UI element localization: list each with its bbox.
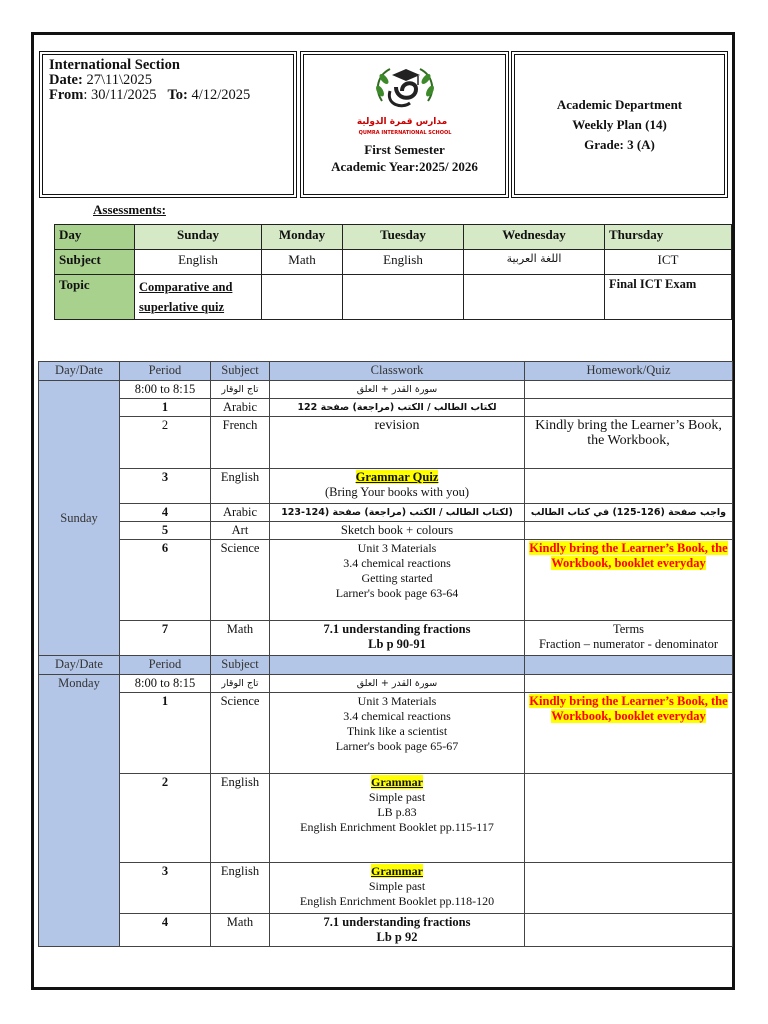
reminder-text: Kindly bring the Learner’s Book, the Workbook, booklet everyday xyxy=(529,694,728,723)
semester: First Semester xyxy=(364,142,445,157)
table-row: Subject English Math English اللغة العربية ICT xyxy=(55,250,732,275)
assessments-title: Assessments: xyxy=(93,202,166,217)
svg-text:QUMRA INTERNATIONAL SCHOOL: QUMRA INTERNATIONAL SCHOOL xyxy=(358,130,451,136)
from-to-line: From: 30/11/2025 To: 4/12/2025 xyxy=(49,87,251,103)
department: Academic Department xyxy=(556,96,683,112)
assessments-table xyxy=(54,224,732,320)
table-row: 3 English Grammar Simple past English Enrichment Booklet pp.118-120 xyxy=(39,863,733,914)
header-info-box xyxy=(39,51,297,198)
weekly-plan-page xyxy=(31,32,735,990)
header-department-box xyxy=(511,51,728,198)
table-row: 3 English Grammar Quiz (Bring Your books with you) xyxy=(39,469,733,504)
table-row: Monday 8:00 to 8:15 تاج الوقار سورة القدر + العلق xyxy=(39,675,733,693)
day-monday: Monday xyxy=(39,675,120,947)
table-row: Sunday 8:00 to 8:15 تاج الوقار سورة القدر + العلق xyxy=(39,381,733,399)
school-logo xyxy=(340,61,470,141)
table-row: 6 Science Unit 3 Materials 3.4 chemical reactions Getting started Larner's book page 63-64 Kindly bring the Learner’s Book, the Workbook, booklet everyday xyxy=(39,540,733,621)
svg-text:مدارس قمرة الدولية: مدارس قمرة الدولية xyxy=(356,117,447,127)
highlight-grammar: Grammar xyxy=(371,775,423,789)
section-title: International Section xyxy=(49,57,180,73)
table-row: 1 Arabic لكتاب الطالب / الكتب (مراجعة) صفحة 122 xyxy=(39,399,733,417)
academic-year: Academic Year:2025/ 2026 xyxy=(331,159,478,174)
day-sunday: Sunday xyxy=(39,381,120,656)
table-row: 4 Math 7.1 understanding fractions Lb p 92 xyxy=(39,914,733,947)
weekly-plan-number: Weekly Plan (14) xyxy=(572,116,667,132)
date-line: Date: 27\11\2025 xyxy=(49,72,152,88)
table-row: 2 French revision Kindly bring the Learner’s Book, the Workbook, xyxy=(39,417,733,469)
reminder-text: Kindly bring the Learner’s Book, the Workbook, booklet everyday xyxy=(529,541,728,570)
table-row: Topic Comparative and superlative quiz Final ICT Exam xyxy=(55,275,732,320)
table-row: Day Sunday Monday Tuesday Wednesday Thursday xyxy=(55,225,732,250)
table-row: Day/Date Period Subject Classwork Homework/Quiz xyxy=(39,362,733,381)
table-row: 2 English Grammar Simple past LB p.83 English Enrichment Booklet pp.115-117 xyxy=(39,774,733,863)
table-row: 4 Arabic (لكتاب الطالب / الكتب (مراجعة) صفحة (124-123 واجب صفحة (126-125) في كتاب الطالب xyxy=(39,504,733,522)
highlight-grammar-quiz: Grammar Quiz xyxy=(355,470,439,484)
table-row: Day/Date Period Subject xyxy=(39,656,733,675)
highlight-grammar: Grammar xyxy=(371,864,423,878)
header-logo-box xyxy=(300,51,509,198)
plan-table xyxy=(38,361,733,947)
table-row: 7 Math 7.1 understanding fractions Lb p 90-91 Terms Fraction – numerator - denominator xyxy=(39,621,733,656)
table-row: 5 Art Sketch book + colours xyxy=(39,522,733,540)
table-row: 1 Science Unit 3 Materials 3.4 chemical reactions Think like a scientist Larner's book page 65-67 Kindly bring the Learner’s Book, the Workbook, booklet everyday xyxy=(39,693,733,774)
header xyxy=(39,51,728,198)
grade: Grade: 3 (A) xyxy=(584,136,655,152)
